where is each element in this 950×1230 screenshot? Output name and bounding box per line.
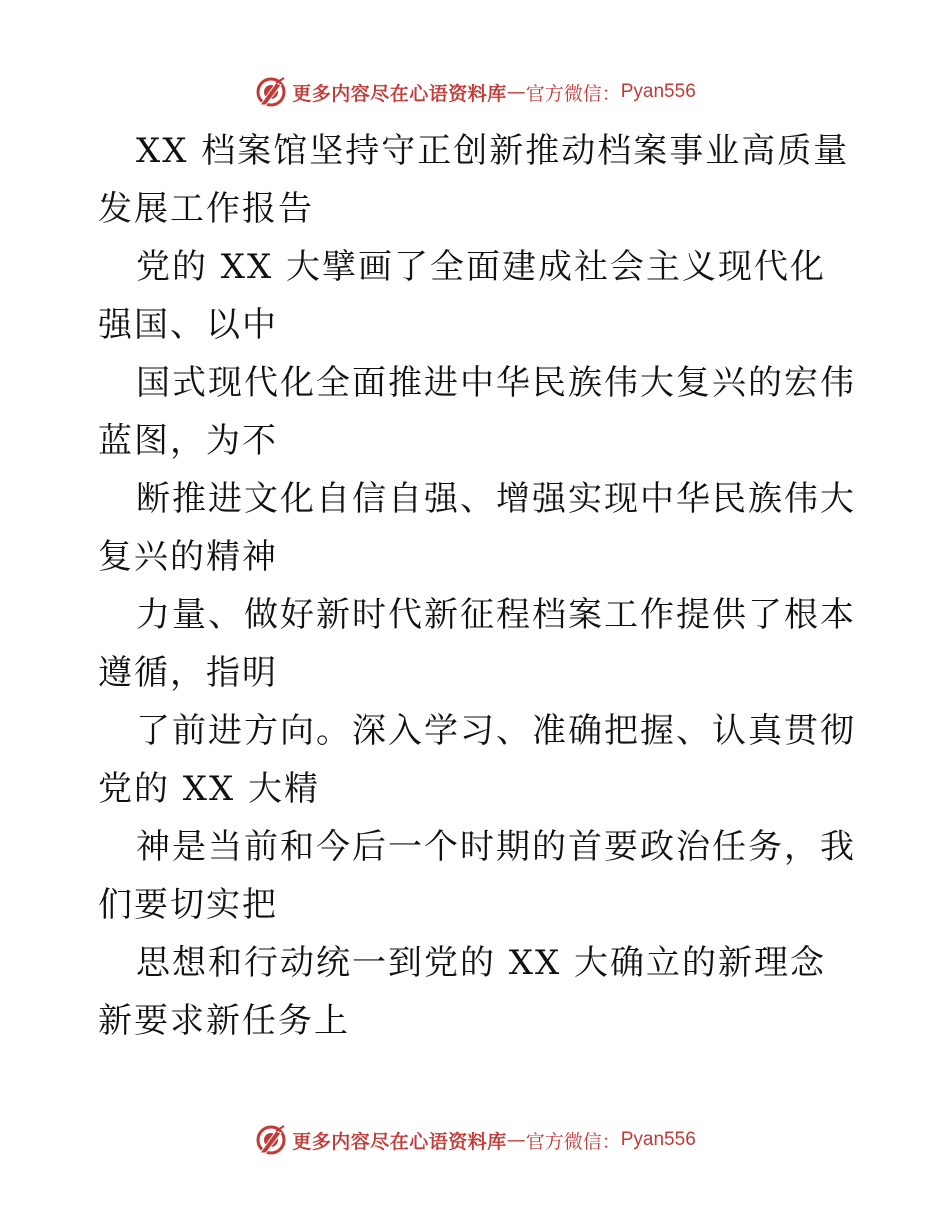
document-paragraph: 国式现代化全面推进中华民族伟大复兴的宏伟蓝图，为不	[98, 363, 856, 461]
banner-wechat-label: 官方微信：	[525, 1130, 621, 1153]
banner-lead-text: 更多内容尽在心语资料库	[292, 1130, 507, 1153]
banner-wechat-id: Pyan556	[620, 1129, 696, 1150]
document-paragraph: 断推进文化自信自强、增强实现中华民族伟大复兴的精神	[98, 479, 856, 577]
document-title: XX 档案馆坚持守正创新推动档案事业高质量发展工作报告	[98, 131, 850, 229]
document-body	[98, 122, 858, 1050]
quill-logo-icon	[254, 1123, 288, 1157]
banner-lead-text: 更多内容尽在心语资料库	[292, 82, 507, 105]
document-paragraph: 神是当前和今后一个时期的首要政治任务，我们要切实把	[98, 827, 856, 925]
document-paragraph: 力量、做好新时代新征程档案工作提供了根本遵循，指明	[98, 595, 856, 693]
banner-dash: —	[506, 81, 526, 103]
quill-logo-icon	[254, 75, 288, 109]
banner-wechat-id: Pyan556	[620, 81, 696, 102]
banner-dash: —	[506, 1129, 526, 1151]
header-banner	[0, 72, 950, 112]
footer-banner	[0, 1120, 950, 1160]
banner-wechat-label: 官方微信：	[525, 82, 621, 105]
document-paragraph: 党的 XX 大擘画了全面建成社会主义现代化强国、以中	[98, 247, 827, 345]
document-paragraph: 了前进方向。深入学习、准确把握、认真贯彻党的 XX 大精	[98, 711, 856, 809]
document-paragraph: 思想和行动统一到党的 XX 大确立的新理念新要求新任务上	[98, 943, 827, 1041]
